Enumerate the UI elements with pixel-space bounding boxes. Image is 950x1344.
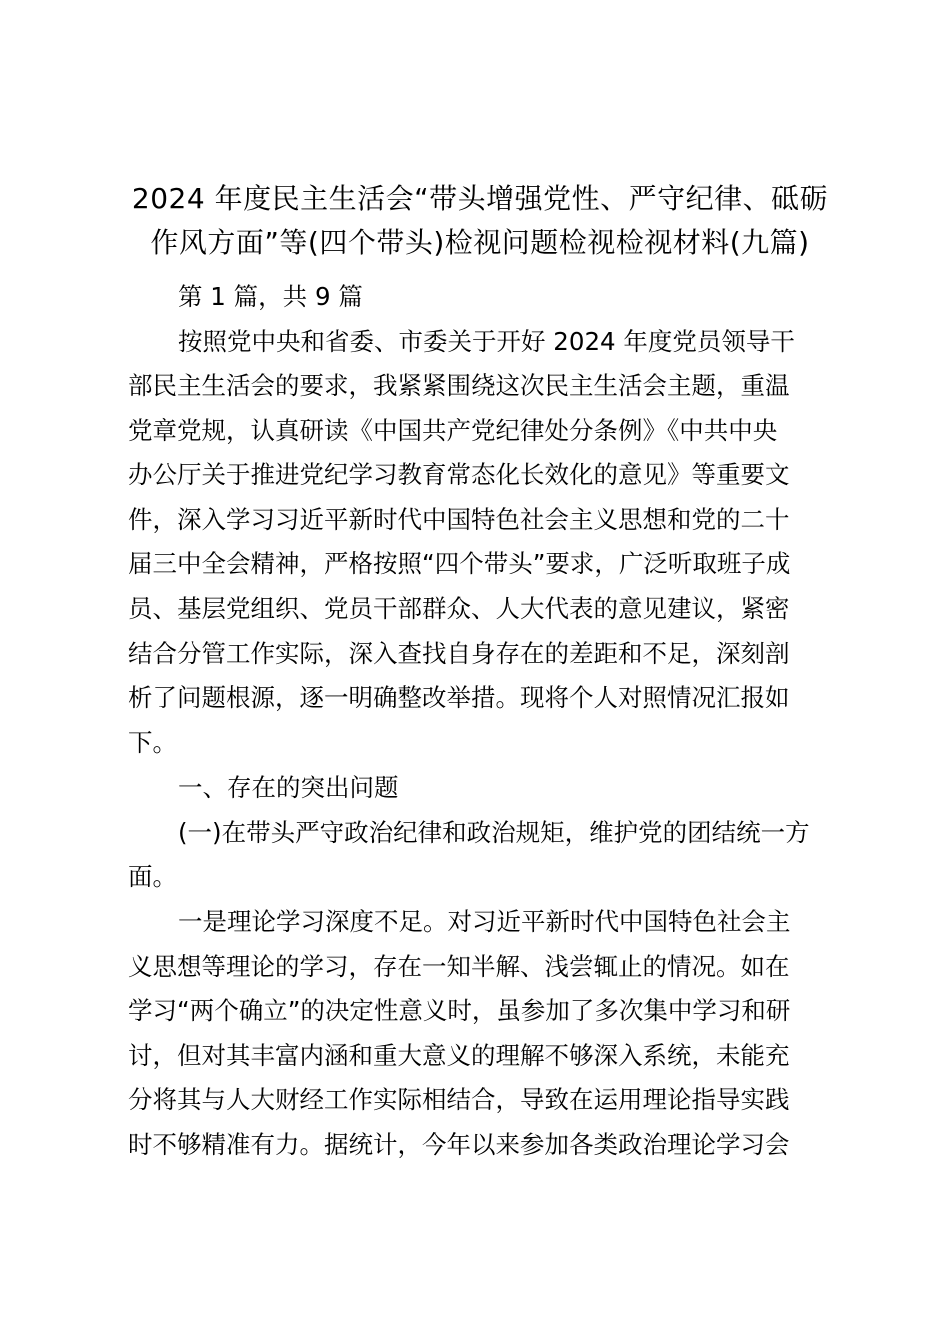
- paragraph-line: 按照党中央和省委、市委关于开好 2024 年度党员领导干: [178, 327, 795, 356]
- paragraph-line: 党章党规，认真研读《中国共产党纪律处分条例》《中共中央: [128, 416, 778, 445]
- paragraph-line: 件，深入学习习近平新时代中国特色社会主义思想和党的二十: [128, 505, 790, 534]
- paragraph-line: 届三中全会精神，严格按照“四个带头”要求，广泛听取班子成: [128, 549, 791, 578]
- paragraph-line: 一是理论学习深度不足。对习近平新时代中国特色社会主: [178, 907, 791, 936]
- paragraph-line: 结合分管工作实际，深入查找自身存在的差距和不足，深刻剖: [128, 639, 790, 668]
- section-heading: 一、存在的突出问题: [178, 773, 399, 802]
- paragraph-line: 下。: [128, 728, 177, 757]
- document-title-line-2: 作风方面”等(四个带头)检视问题检视检视材料(九篇): [150, 226, 810, 259]
- paragraph-line: 讨，但对其丰富内涵和重大意义的理解不够深入系统，未能充: [128, 1041, 790, 1070]
- paragraph-line: 办公厅关于推进党纪学习教育常态化长效化的意见》等重要文: [128, 460, 790, 489]
- paragraph-line: 析了问题根源，逐一明确整改举措。现将个人对照情况汇报如: [128, 683, 790, 712]
- paragraph-line: 义思想等理论的学习，存在一知半解、浅尝辄止的情况。如在: [128, 952, 790, 981]
- part-label: 第 1 篇，共 9 篇: [178, 282, 363, 311]
- document-title-line-1: 2024 年度民主生活会“带头增强党性、严守纪律、砥砺: [131, 182, 829, 215]
- subsection-heading: (一)在带头严守政治纪律和政治规矩，维护党的团结统一方: [178, 818, 810, 847]
- paragraph-line: 员、基层党组织、党员干部群众、人大代表的意见建议，紧密: [128, 594, 790, 623]
- paragraph-line: 部民主生活会的要求，我紧紧围绕这次民主生活会主题，重温: [128, 371, 790, 400]
- paragraph-line: 时不够精准有力。据统计，今年以来参加各类政治理论学习会: [128, 1130, 790, 1159]
- subsection-heading: 面。: [128, 862, 177, 891]
- paragraph-line: 分将其与人大财经工作实际相结合，导致在运用理论指导实践: [128, 1085, 790, 1114]
- paragraph-line: 学习“两个确立”的决定性意义时，虽参加了多次集中学习和研: [128, 996, 791, 1025]
